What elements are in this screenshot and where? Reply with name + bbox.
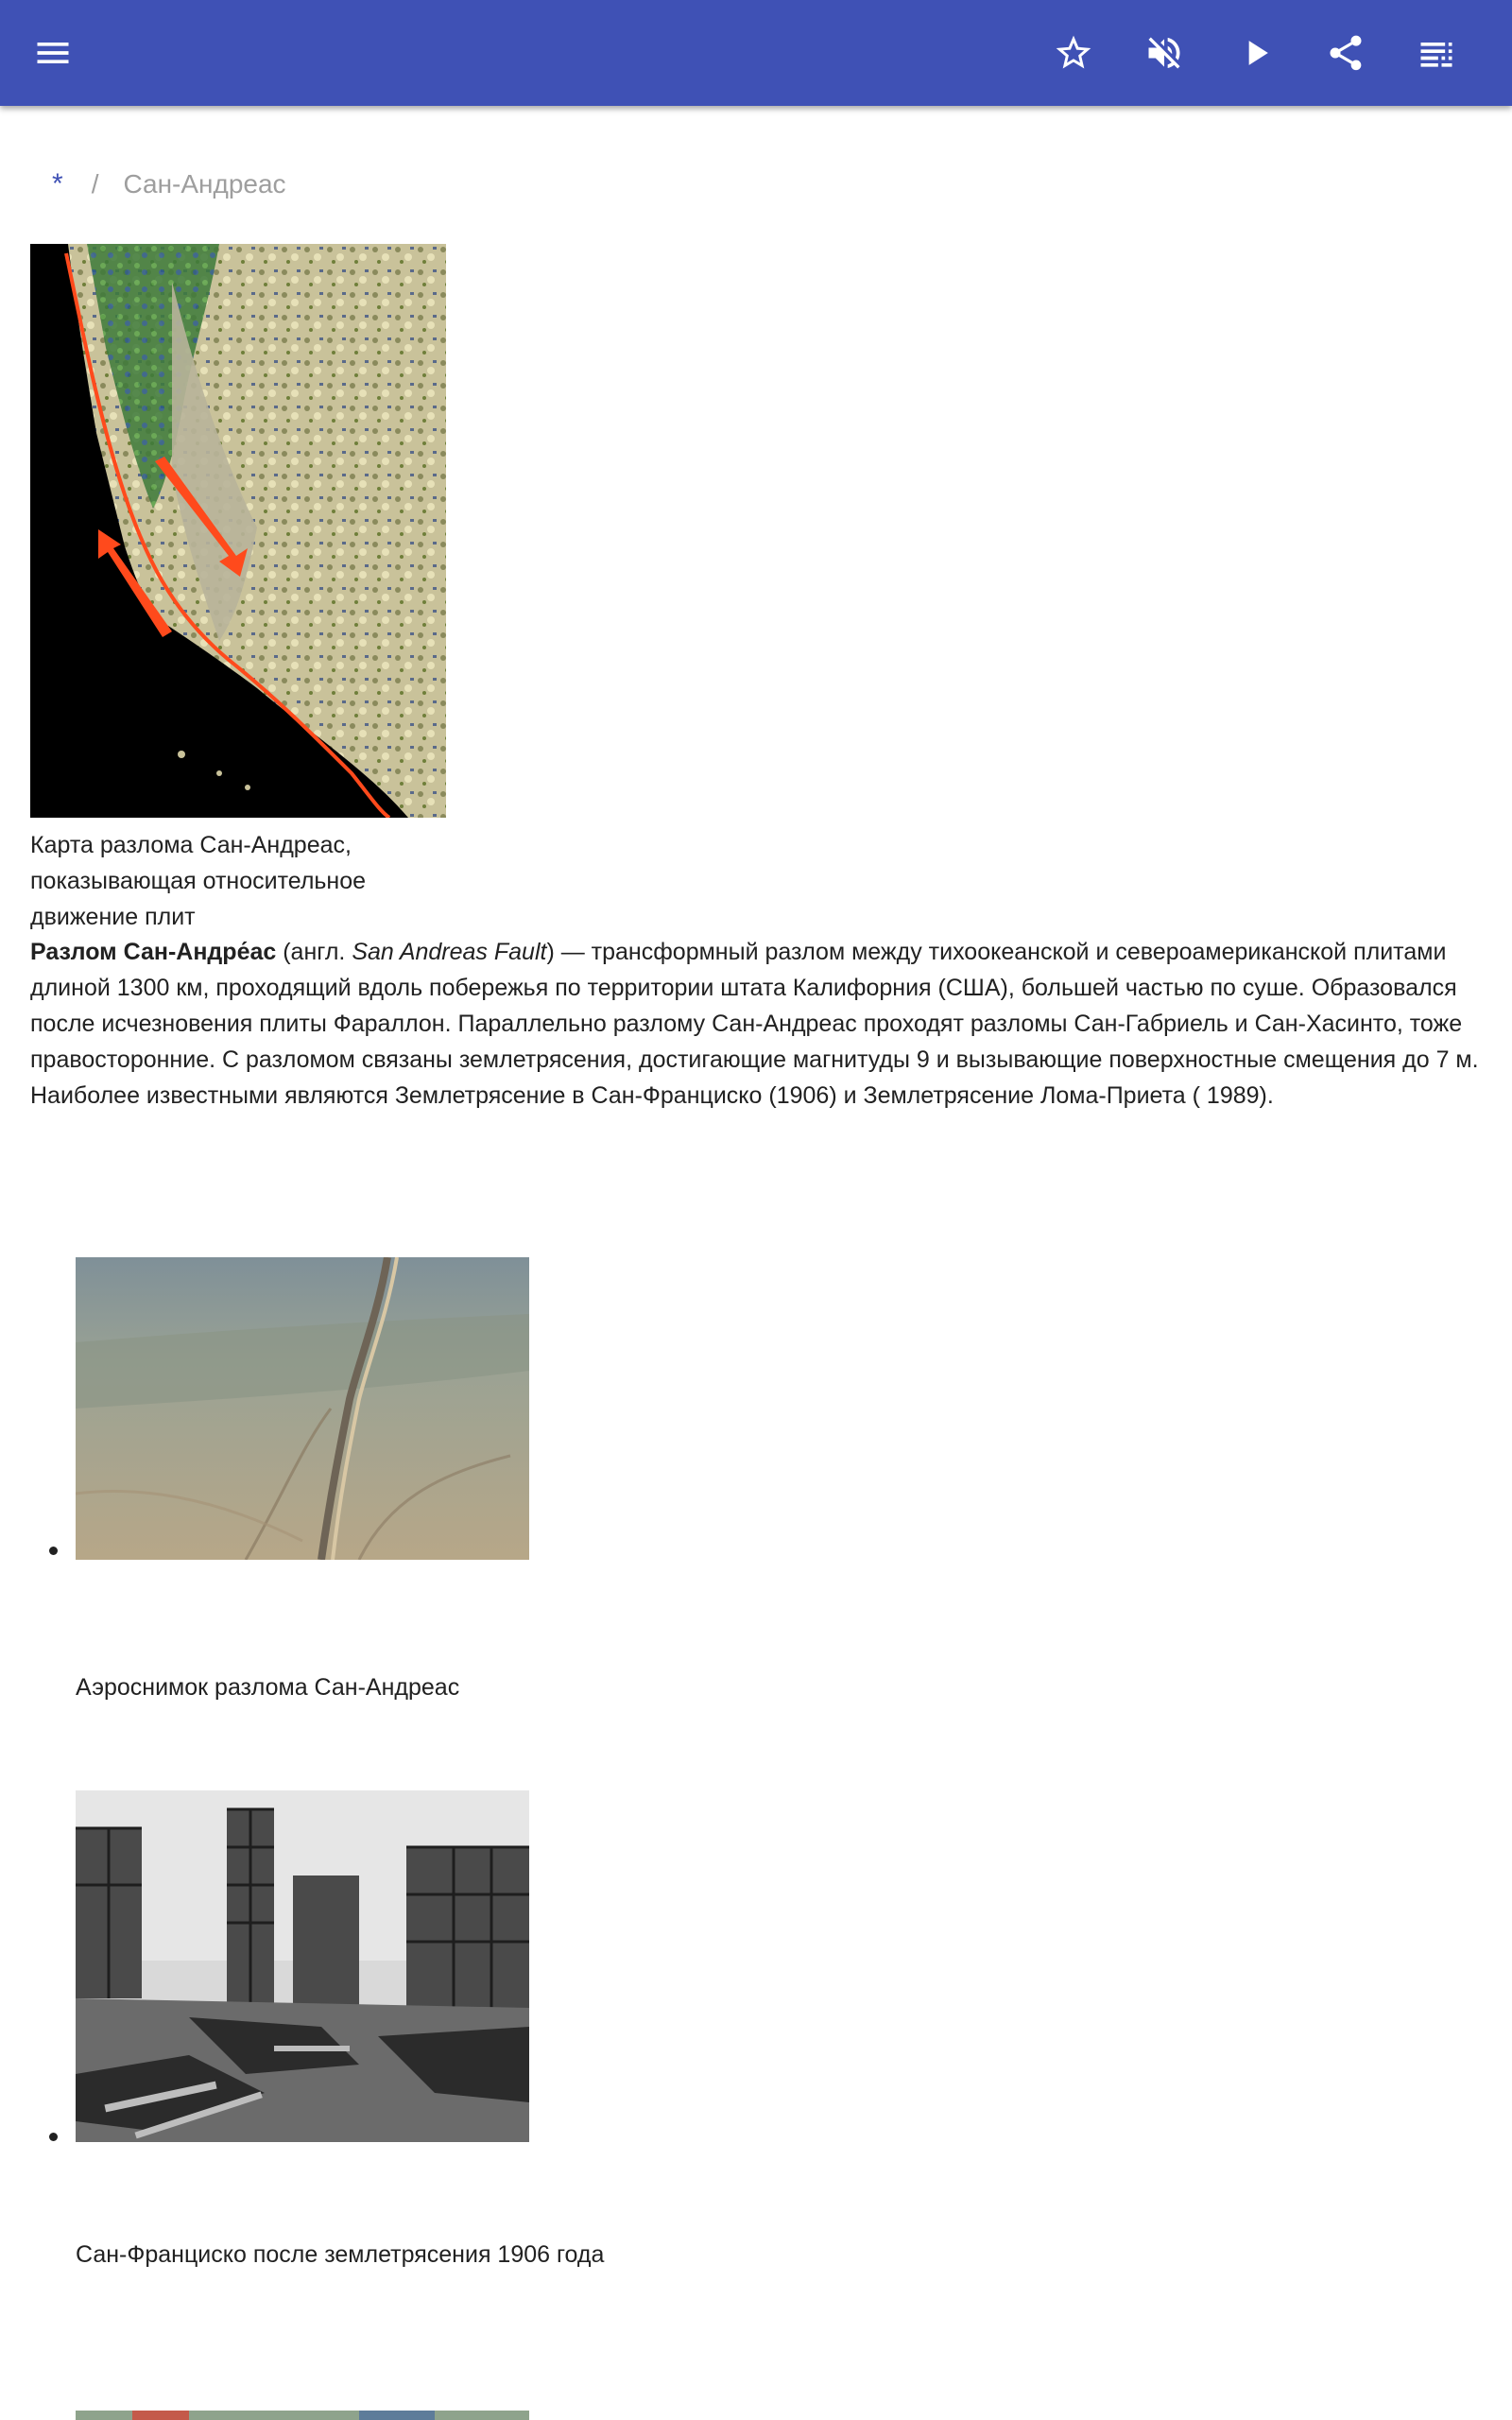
breadcrumb <box>52 168 286 200</box>
menu-icon <box>32 32 74 74</box>
app-bar <box>0 0 1512 106</box>
gallery-photo-partial[interactable] <box>76 2411 529 2420</box>
article-english-name: San Andreas Fault <box>352 939 547 965</box>
article-title-term: Разлом Сан-Андре́ас <box>30 939 277 965</box>
gallery-caption: Сан-Франциско после землетрясения 1906 года <box>76 2241 605 2268</box>
breadcrumb-current: Сан-Андреас <box>123 169 286 199</box>
fault-map-image[interactable] <box>30 244 446 818</box>
playlist-icon <box>1416 32 1457 74</box>
menu-button[interactable] <box>25 25 81 81</box>
play-button[interactable] <box>1228 25 1284 81</box>
breadcrumb-home-link[interactable]: * <box>52 168 63 199</box>
lead-figure <box>30 244 446 935</box>
play-icon <box>1235 32 1277 74</box>
breadcrumb-separator: / <box>91 169 99 199</box>
gallery-caption: Аэроснимок разлома Сан-Андреас <box>76 1674 460 1701</box>
lead-figure-caption: Карта разлома Сан-Андреас, показывающая относительное движение плит <box>30 832 367 930</box>
article-lang-prefix: (англ. <box>276 939 352 965</box>
volume-off-icon <box>1143 32 1185 74</box>
list-bullet <box>49 2133 58 2141</box>
contents-button[interactable] <box>1408 25 1465 81</box>
aerial-fault-photo[interactable] <box>76 1257 529 1560</box>
share-icon <box>1325 32 1366 74</box>
article-paragraph: ) — трансформный разлом между тихоокеанской и североамериканской плитами длиной 1300 км, проходящий вдоль побережья по территории штата Калифорния (США), большей частью по суше. Образовался после исчезновения плиты Фараллон. Параллельно разлому Сан-Андреас проходят разломы Сан-Габриель и Сан-Хасинто, тоже правосторонние. С разломом связаны землетрясения, достигающие магнитуды 9 и вызывающие поверхностные смещения до 7 м. Наиболее известными являются Землетрясение в Сан-Франциско (1906) и Землетрясение Лома-Приета ( 1989). <box>30 939 1479 1109</box>
sf-earthquake-photo[interactable] <box>76 1790 529 2142</box>
star-outline-icon <box>1053 32 1094 74</box>
share-button[interactable] <box>1317 25 1374 81</box>
favorite-button[interactable] <box>1045 25 1102 81</box>
article-body <box>30 934 1486 1114</box>
list-bullet <box>49 1547 58 1555</box>
mute-button[interactable] <box>1136 25 1193 81</box>
